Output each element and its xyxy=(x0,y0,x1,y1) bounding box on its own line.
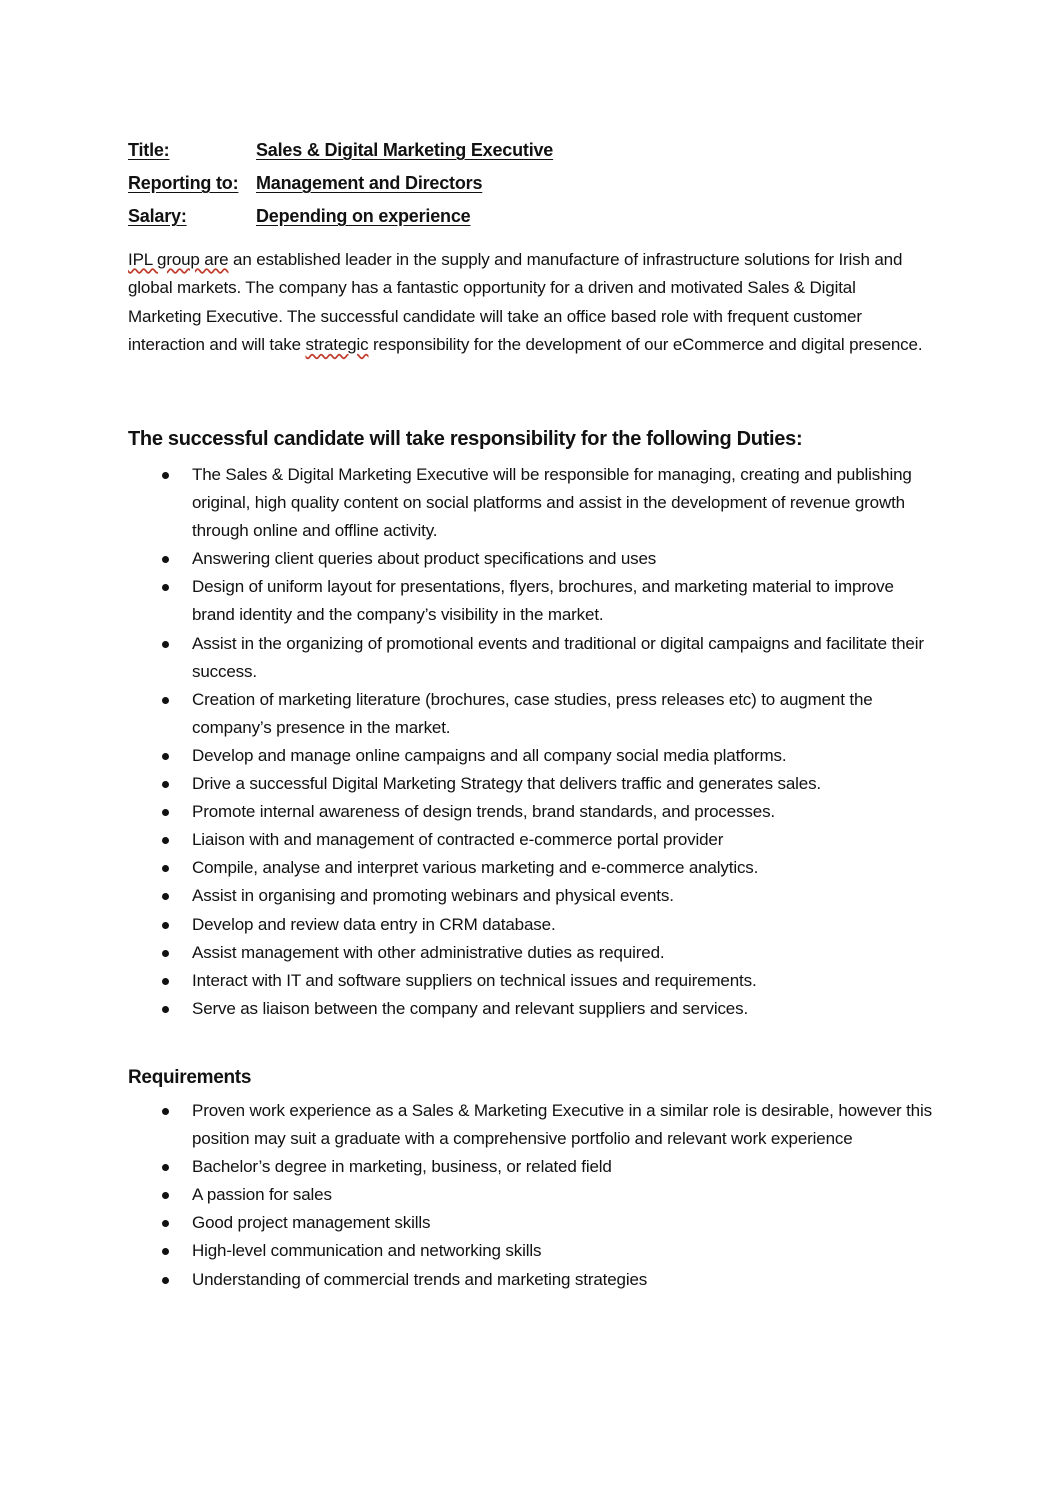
duties-item xyxy=(128,911,938,939)
duties-item-text: Liaison with and management of contracted e-commerce portal provider xyxy=(192,830,724,850)
requirements-list xyxy=(128,1097,938,1294)
duties-item-text: Assist management with other administrative duties as required. xyxy=(192,942,665,962)
requirements-item-text: A passion for sales xyxy=(192,1185,332,1205)
duties-item xyxy=(128,686,938,742)
bullet-icon xyxy=(162,1277,169,1284)
intro-paragraph xyxy=(128,246,928,360)
salary-label: Salary: xyxy=(128,206,187,226)
requirements-heading: Requirements xyxy=(128,1067,252,1088)
duties-item xyxy=(128,742,938,770)
bullet-icon xyxy=(162,893,169,900)
duties-item xyxy=(128,882,938,910)
duties-item xyxy=(128,939,938,967)
job-summary xyxy=(128,134,928,233)
duties-item-text: Answering client queries about product specifications and uses xyxy=(192,549,657,569)
requirements-item-text: Proven work experience as a Sales & Marketing Executive in a similar role is desirable, however this position may suit a graduate with a comprehensive portfolio and relevant work experience xyxy=(192,1101,932,1149)
bullet-icon xyxy=(162,922,169,929)
strategic-word: strategic xyxy=(305,335,369,355)
duties-item-text: Interact with IT and software suppliers on technical issues and requirements. xyxy=(192,970,757,990)
duties-item xyxy=(128,461,938,545)
bullet-icon xyxy=(162,837,169,844)
bullet-icon xyxy=(162,950,169,957)
duties-item xyxy=(128,995,938,1023)
requirements-item-text: Good project management skills xyxy=(192,1213,431,1233)
duties-item xyxy=(128,573,938,629)
duties-item-text: The Sales & Digital Marketing Executive will be responsible for managing, creating and publishing original, high quality content on social platforms and assist in the development of revenue growth through online and offline activity. xyxy=(192,465,912,541)
bullet-icon xyxy=(162,697,169,704)
title-row xyxy=(128,134,928,167)
bullet-icon xyxy=(162,1108,169,1115)
duties-item xyxy=(128,545,938,573)
reporting-value: Management and Directors xyxy=(256,173,483,193)
bullet-icon xyxy=(162,1006,169,1013)
duties-heading: The successful candidate will take responsibility for the following Duties: xyxy=(128,428,803,450)
bullet-icon xyxy=(162,865,169,872)
intro-text-2: responsibility for the development of our eCommerce and digital presence. xyxy=(368,335,923,355)
requirements-item xyxy=(128,1153,938,1181)
bullet-icon xyxy=(162,472,169,479)
salary-value: Depending on experience xyxy=(256,206,471,226)
bullet-icon xyxy=(162,809,169,816)
company-name: IPL group are xyxy=(128,250,229,269)
requirements-item xyxy=(128,1181,938,1209)
bullet-icon xyxy=(162,584,169,591)
duties-item-text: Assist in the organizing of promotional events and traditional or digital campaigns and facilitate their success. xyxy=(192,633,924,681)
duties-item-text: Drive a successful Digital Marketing Strategy that delivers traffic and generates sales. xyxy=(192,774,822,794)
requirements-item xyxy=(128,1266,938,1294)
bullet-icon xyxy=(162,1192,169,1199)
duties-item-text: Assist in organising and promoting webinars and physical events. xyxy=(192,886,674,906)
duties-item-text: Design of uniform layout for presentations, flyers, brochures, and marketing material to improve brand identity and the company’s visibility in the market. xyxy=(192,577,894,625)
salary-row xyxy=(128,200,928,233)
bullet-icon xyxy=(162,1220,169,1227)
duties-item-text: Compile, analyse and interpret various marketing and e-commerce analytics. xyxy=(192,858,759,878)
bullet-icon xyxy=(162,781,169,788)
requirements-item xyxy=(128,1209,938,1237)
duties-item xyxy=(128,770,938,798)
bullet-icon xyxy=(162,641,169,648)
duties-item xyxy=(128,798,938,826)
requirements-item-text: Understanding of commercial trends and marketing strategies xyxy=(192,1269,648,1289)
bullet-icon xyxy=(162,1164,169,1171)
intro-text-1: an established leader in the supply and manufacture of infrastructure solutions for Irish and global markets. The company has a fantastic opportunity for a driven and motivated Sales & Digital Marketing Executive. The successful candidate will take an office based role with frequent customer interaction and will take xyxy=(128,250,903,355)
bullet-icon xyxy=(162,753,169,760)
reporting-label: Reporting to: xyxy=(128,173,239,193)
requirements-item xyxy=(128,1237,938,1265)
duties-item xyxy=(128,826,938,854)
reporting-row xyxy=(128,167,928,200)
duties-item xyxy=(128,967,938,995)
title-value: Sales & Digital Marketing Executive xyxy=(256,140,554,160)
bullet-icon xyxy=(162,556,169,563)
bullet-icon xyxy=(162,978,169,985)
duties-list xyxy=(128,461,938,1023)
bullet-icon xyxy=(162,1248,169,1255)
duties-item-text: Promote internal awareness of design trends, brand standards, and processes. xyxy=(192,802,775,822)
duties-item-text: Serve as liaison between the company and relevant suppliers and services. xyxy=(192,998,749,1018)
requirements-item-text: Bachelor’s degree in marketing, business, or related field xyxy=(192,1157,612,1177)
duties-item-text: Creation of marketing literature (brochures, case studies, press releases etc) to augment the company’s presence in the market. xyxy=(192,689,873,737)
duties-item-text: Develop and manage online campaigns and all company social media platforms. xyxy=(192,745,787,765)
duties-item xyxy=(128,854,938,882)
title-label: Title: xyxy=(128,140,170,160)
requirements-item-text: High-level communication and networking skills xyxy=(192,1241,542,1261)
requirements-item xyxy=(128,1097,938,1153)
duties-item-text: Develop and review data entry in CRM database. xyxy=(192,914,556,934)
duties-item xyxy=(128,630,938,686)
